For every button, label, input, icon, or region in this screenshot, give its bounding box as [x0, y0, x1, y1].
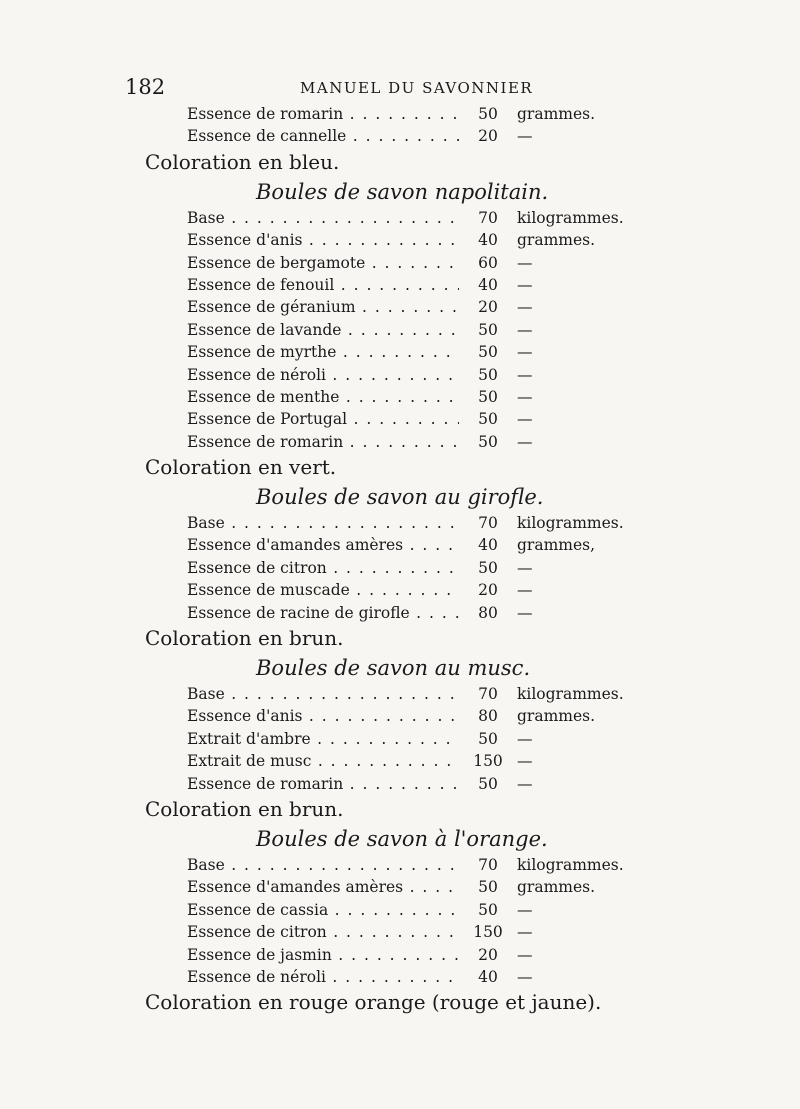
ingredient-unit: —: [517, 253, 533, 272]
ingredient-line: [0, 705, 800, 727]
ingredient-quantity: 50: [478, 729, 498, 748]
ingredient-unit: —: [517, 432, 533, 451]
ingredient-quantity: 70: [478, 855, 498, 874]
ingredient-line: [0, 899, 800, 921]
ingredient-quantity: 50: [478, 343, 498, 362]
ingredient-name: Essence de citron . . .: [187, 557, 459, 579]
ingredient-name: Essence d'amandes amères . . .: [187, 876, 459, 898]
ingredient-unit: grammes.: [517, 707, 596, 726]
ingredient-line: [0, 274, 800, 296]
ingredient-quantity: 150: [473, 752, 503, 771]
ingredient-line: [0, 512, 800, 534]
ingredient-quantity: 40: [478, 536, 498, 555]
ingredient-name: Essence de bergamote . . .: [187, 252, 459, 274]
ingredient-name: Essence de myrthe . . .: [187, 341, 459, 363]
ingredient-quantity: 150: [473, 923, 503, 942]
ingredient-unit: —: [517, 729, 533, 748]
ingredient-line: [0, 125, 800, 147]
ingredient-line: [0, 207, 800, 229]
ingredient-unit: —: [517, 410, 533, 429]
ingredient-unit: —: [517, 275, 533, 294]
ingredient-unit: grammes.: [517, 231, 596, 250]
ingredient-name: Essence de cassia . . .: [187, 899, 459, 921]
ingredient-line: [0, 876, 800, 898]
ingredient-quantity: 80: [478, 603, 498, 622]
ingredient-name: Essence de romarin . . .: [187, 773, 459, 795]
ingredient-quantity: 40: [478, 967, 498, 986]
ingredient-quantity: 70: [478, 208, 498, 227]
ingredient-name: Essence de néroli . . .: [187, 364, 459, 386]
ingredient-name: Essence d'anis . . .: [187, 705, 459, 727]
ingredient-line: [0, 364, 800, 386]
ingredient-name: Base . . .: [187, 854, 459, 876]
ingredient-unit: —: [517, 298, 533, 317]
ingredient-unit: grammes,: [517, 536, 596, 555]
ingredient-line: [0, 773, 800, 795]
ingredient-unit: —: [517, 967, 533, 986]
ingredient-quantity: 20: [478, 581, 498, 600]
ingredient-name: Essence de néroli . . .: [187, 966, 459, 988]
ingredient-name: Essence d'anis . . .: [187, 229, 459, 251]
ingredient-line: [0, 229, 800, 251]
ingredient-quantity: 50: [478, 432, 498, 451]
ingredient-line: [0, 341, 800, 363]
ingredient-quantity: 60: [478, 253, 498, 272]
ingredient-name: Essence de muscade . . .: [187, 579, 459, 601]
ingredient-line: [0, 319, 800, 341]
ingredient-unit: kilogrammes.: [517, 208, 624, 227]
ingredient-name: Base . . .: [187, 512, 459, 534]
coloration-note: Coloration en vert.: [145, 455, 337, 480]
ingredient-quantity: 40: [478, 231, 498, 250]
ingredient-unit: —: [517, 387, 533, 406]
coloration-note: Coloration en bleu.: [145, 149, 340, 174]
ingredient-unit: —: [517, 945, 533, 964]
ingredient-line: [0, 408, 800, 430]
ingredient-name: Essence de jasmin . . .: [187, 944, 459, 966]
ingredient-unit: —: [517, 127, 533, 146]
ingredient-unit: —: [517, 365, 533, 384]
ingredient-name: Essence de géranium . . .: [187, 296, 459, 318]
ingredient-quantity: 20: [478, 945, 498, 964]
recipe-heading: Boules de savon à l'orange.: [256, 826, 548, 851]
ingredient-line: [0, 431, 800, 453]
ingredient-name: Extrait d'ambre . . .: [187, 728, 459, 750]
ingredient-unit: —: [517, 923, 533, 942]
ingredient-name: Essence de menthe . . .: [187, 386, 459, 408]
ingredient-name: Essence de Portugal . . .: [187, 408, 459, 430]
ingredient-quantity: 70: [478, 685, 498, 704]
ingredient-quantity: 20: [478, 298, 498, 317]
ingredient-name: Essence de romarin . . .: [187, 431, 459, 453]
ingredient-quantity: 50: [478, 387, 498, 406]
page-content: [0, 103, 800, 1017]
running-head: [0, 75, 800, 101]
ingredient-unit: kilogrammes.: [517, 685, 624, 704]
ingredient-quantity: 70: [478, 514, 498, 533]
ingredient-quantity: 80: [478, 707, 498, 726]
ingredient-quantity: 50: [478, 320, 498, 339]
ingredient-name: Essence d'amandes amères . . .: [187, 534, 459, 556]
ingredient-unit: —: [517, 603, 533, 622]
page-number: 182: [125, 75, 166, 99]
ingredient-line: [0, 750, 800, 772]
ingredient-unit: —: [517, 343, 533, 362]
ingredient-unit: —: [517, 581, 533, 600]
ingredient-quantity: 50: [478, 774, 498, 793]
ingredient-quantity: 20: [478, 127, 498, 146]
ingredient-line: [0, 944, 800, 966]
coloration-note: Coloration en brun.: [145, 796, 344, 821]
ingredient-unit: —: [517, 900, 533, 919]
ingredient-line: [0, 728, 800, 750]
ingredient-unit: kilogrammes.: [517, 855, 624, 874]
ingredient-line: [0, 252, 800, 274]
ingredient-line: [0, 534, 800, 556]
ingredient-quantity: 50: [478, 558, 498, 577]
ingredient-quantity: 40: [478, 275, 498, 294]
running-title: MANUEL DU SAVONNIER: [300, 79, 534, 97]
ingredient-name: Base . . .: [187, 207, 459, 229]
ingredient-line: [0, 103, 800, 125]
ingredient-unit: grammes.: [517, 105, 596, 123]
ingredient-line: [0, 854, 800, 876]
ingredient-name: Essence de lavande . . .: [187, 319, 459, 341]
ingredient-quantity: 50: [478, 410, 498, 429]
ingredient-name: Essence de cannelle . . .: [187, 125, 459, 147]
ingredient-line: [0, 921, 800, 943]
ingredient-quantity: 50: [478, 105, 498, 123]
ingredient-name: Essence de fenouil . . .: [187, 274, 459, 296]
ingredient-unit: grammes.: [517, 878, 596, 897]
ingredient-unit: —: [517, 774, 533, 793]
ingredient-name: Base . . .: [187, 683, 459, 705]
ingredient-line: [0, 683, 800, 705]
ingredient-name: Essence de racine de girofle . . .: [187, 602, 459, 624]
ingredient-unit: —: [517, 320, 533, 339]
ingredient-quantity: 50: [478, 900, 498, 919]
ingredient-name: Essence de citron . . .: [187, 921, 459, 943]
ingredient-unit: —: [517, 752, 533, 771]
ingredient-line: [0, 557, 800, 579]
recipe-heading: Boules de savon au girofle.: [256, 485, 544, 510]
recipe-heading: Boules de savon napolitain.: [256, 179, 549, 204]
ingredient-quantity: 50: [478, 878, 498, 897]
ingredient-line: [0, 602, 800, 624]
ingredient-name: Extrait de musc . . .: [187, 750, 459, 772]
coloration-note: Coloration en brun.: [145, 626, 344, 651]
ingredient-line: [0, 579, 800, 601]
ingredient-unit: kilogrammes.: [517, 514, 624, 533]
ingredient-quantity: 50: [478, 365, 498, 384]
coloration-note: Coloration en rouge orange (rouge et jaune).: [145, 990, 602, 1015]
ingredient-unit: —: [517, 558, 533, 577]
ingredient-line: [0, 386, 800, 408]
recipe-heading: Boules de savon au musc.: [256, 656, 531, 681]
ingredient-line: [0, 296, 800, 318]
ingredient-name: Essence de romarin . . .: [187, 103, 459, 125]
ingredient-line: [0, 966, 800, 988]
